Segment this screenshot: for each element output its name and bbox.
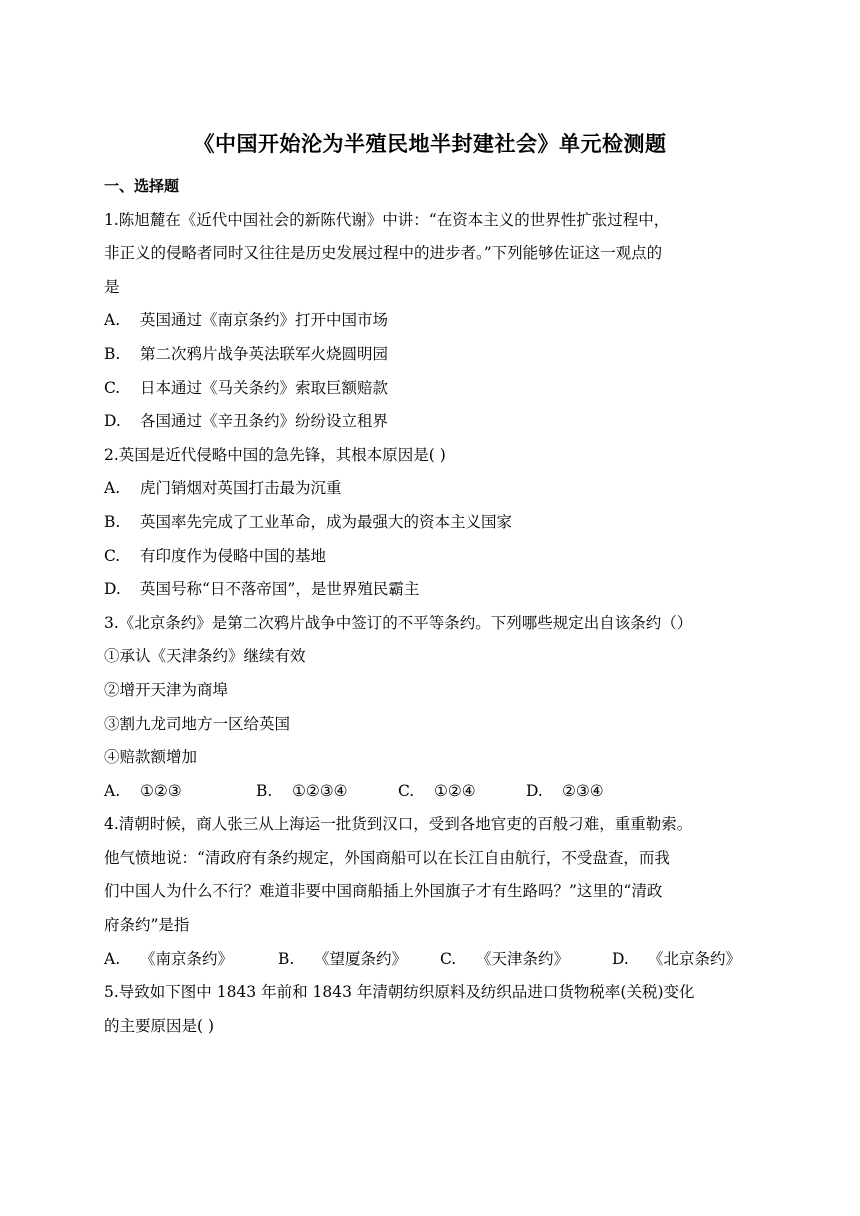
question-4-option-c: C. 《天津条约》	[440, 949, 570, 968]
question-3-item-2: ②增开天津为商埠	[104, 680, 229, 699]
question-3-options	[104, 775, 764, 809]
question-5-stem-line-1: 5.导致如下图中 1843 年前和 1843 年清朝纺织原料及纺织品进口货物税率(关税)变化	[104, 983, 695, 1002]
section-heading: 一、选择题	[104, 177, 180, 195]
question-2-option-a: A. 虎门销烟对英国打击最为沉重	[104, 479, 342, 498]
question-4-option-a: A. 《南京条约》	[104, 949, 234, 968]
question-4-option-d: D. 《北京条约》	[612, 949, 742, 968]
question-4-stem-line-4: 府条约”是指	[104, 916, 190, 935]
question-3-option-a: A. ①②③	[104, 781, 182, 800]
question-1-option-b: B. 第二次鸦片战争英法联军火烧圆明园	[104, 344, 389, 363]
question-1-option-d: D. 各国通过《辛丑条约》纷纷设立租界	[104, 412, 389, 431]
question-2-option-b: B. 英国率先完成了工业革命，成为最强大的资本主义国家	[104, 512, 513, 531]
question-3-option-b: B. ①②③④	[256, 781, 348, 800]
question-2	[104, 439, 764, 607]
question-5-stem-line-2: 的主要原因是( )	[104, 1016, 215, 1035]
question-3-item-3: ③割九龙司地方一区给英国	[104, 714, 291, 733]
question-4	[104, 808, 764, 976]
question-4-option-b: B. 《望厦条约》	[278, 949, 408, 968]
question-2-option-c: C. 有印度作为侵略中国的基地	[104, 546, 327, 565]
question-4-stem-line-1: 4.清朝时候，商人张三从上海运一批货到汉口，受到各地官吏的百般刁难，重重勒索。	[104, 815, 693, 834]
document-body	[104, 170, 764, 1043]
question-3-item-4: ④赔款额增加	[104, 748, 198, 767]
question-1-option-c: C. 日本通过《马关条约》索取巨额赔款	[104, 378, 389, 397]
question-2-stem: 2.英国是近代侵略中国的急先锋，其根本原因是( )	[104, 445, 446, 464]
question-2-option-d: D. 英国号称“日不落帝国”，是世界殖民霸主	[104, 580, 420, 599]
question-3	[104, 607, 764, 809]
question-1-stem-line-3: 是	[104, 277, 120, 296]
page-title: 《中国开始沦为半殖民地半封建社会》单元检测题	[193, 132, 667, 156]
question-1-stem-line-1: 1.陈旭麓在《近代中国社会的新陈代谢》中讲：“在资本主义的世界性扩张过程中，	[104, 210, 670, 229]
question-1-stem-line-2: 非正义的侵略者同时又往往是历史发展过程中的进步者。”下列能够佐证这一观点的	[104, 244, 663, 263]
question-4-stem-line-3: 们中国人为什么不行？难道非要中国商船插上外国旗子才有生路吗？”这里的“清政	[104, 882, 663, 901]
question-1-option-a: A. 英国通过《南京条约》打开中国市场	[104, 311, 389, 330]
question-3-option-c: C. ①②④	[398, 781, 476, 800]
question-4-options	[104, 943, 764, 977]
question-5	[104, 976, 764, 1043]
question-3-stem: 3.《北京条约》是第二次鸦片战争中签订的不平等条约。下列哪些规定出自该条约（）	[104, 613, 693, 632]
question-4-stem-line-2: 他气愤地说：“清政府有条约规定，外国商船可以在长江自由航行，不受盘查，而我	[104, 848, 670, 867]
question-1	[104, 204, 764, 439]
question-3-item-1: ①承认《天津条约》继续有效	[104, 647, 306, 666]
question-3-option-d: D. ②③④	[526, 781, 604, 800]
